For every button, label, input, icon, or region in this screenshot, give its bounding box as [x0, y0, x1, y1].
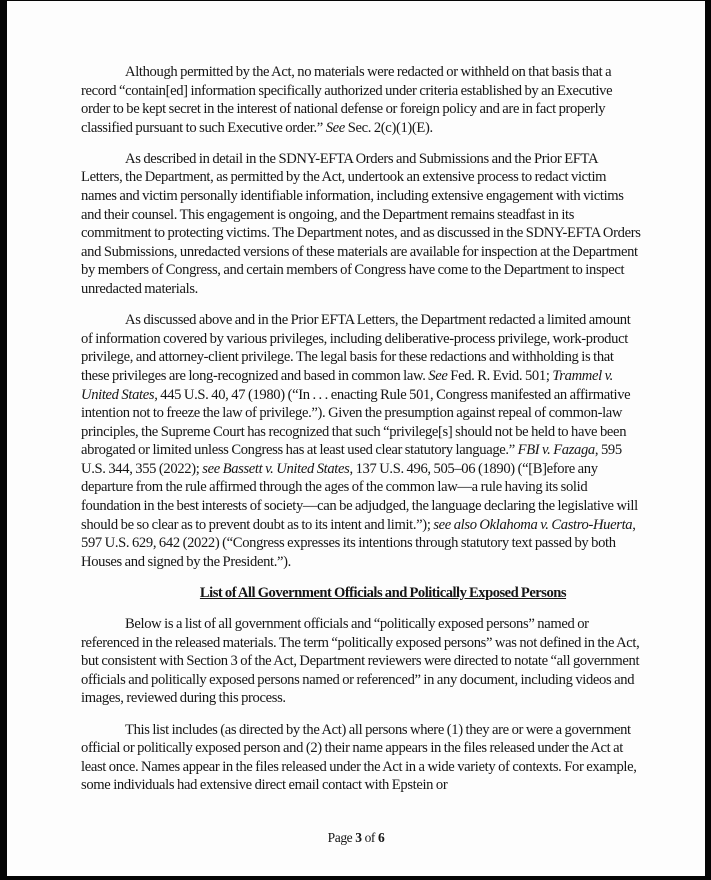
- section-paragraph: [81, 615, 641, 708]
- paragraph-text: Although permitted by the Act, no materials were redacted or withheld on that basis that a record “contain[ed] information specifically authorized under criteria established by an Executive order to be kept secret in the interest of national defense or foreign policy and are in fact properly classified pursuant to such Executive order.”: [81, 64, 613, 136]
- citation-italic: FBI v. Fazaga: [517, 442, 595, 459]
- page-label-prefix: Page: [327, 830, 356, 845]
- paragraph-text: As discussed above and in the Prior EFTA Letters, the Department redacted a limited amount of information covered by various privileges, including deliberative-process privilege, work-product privilege, and attorney-client privilege. The legal basis for these redactions and withholding is that these privileges are long-recognized and based in common law.: [81, 312, 631, 384]
- section-heading: List of All Government Officials and Politically Exposed Persons: [199, 584, 567, 601]
- body-paragraph: [81, 150, 641, 299]
- paragraph-text: This list includes (as directed by the Act) all persons where (1) they are or were a government official or politically exposed person and (2) their name appears in the files released under the Act at least once. Names appear in the files released under the Act in a wide variety of contexts. For example, some individuals had extensive direct email contact with Epstein or: [81, 721, 637, 794]
- page-label-of: of: [361, 830, 379, 845]
- paragraph-text: Sec. 2(c)(1)(E).: [344, 119, 433, 136]
- body-paragraph: [81, 63, 641, 137]
- paragraph-text: , 137 U.S. 496, 505–06 (1890) (“[B]efore any departure from the rule affirmed through the ages of the common law—a rule having its solid foundation in the best interests of society—can be adjudged, the language declaring the legislative will should be so clear as to prevent doubt as to its intent and limit.”);: [81, 460, 638, 533]
- citation-italic: See: [325, 119, 345, 136]
- paragraph-text: , 445 U.S. 40, 47 (1980) (“In . . . enacting Rule 501, Congress manifested an affirmative intention not to freeze the law of privilege.”). Given the presumption against repeal of common-law principles, the Supreme Court has recognized that such “privilege[s] should not be held to have been abrogated or limited unless Congress has at least used clear statutory language.”: [81, 386, 631, 459]
- total-pages-number: 6: [378, 830, 385, 845]
- body-paragraph: [81, 311, 641, 571]
- section-paragraph: [81, 721, 641, 795]
- citation-italic: See: [428, 367, 448, 384]
- current-page-number: 3: [355, 830, 362, 845]
- paragraph-text: Fed. R. Evid. 501;: [447, 367, 553, 384]
- paragraph-text: Below is a list of all government officials and “politically exposed persons” named or referenced in the released materials. The term “politically exposed persons” was not defined in the Act, but consistent with Section 3 of the Act, Department reviewers were directed to notate “all government officials and politically exposed persons named or referenced” in any document, including videos and images, reviewed during this process.: [81, 616, 640, 707]
- citation-italic: Trammel v. United States: [81, 367, 613, 403]
- paragraph-text: As described in detail in the SDNY-EFTA Orders and Submissions and the Prior EFTA Letters, the Department, as permitted by the Act, undertook an extensive process to redact victim names and victim personally identifiable information, including extensive engagement with victims and their counsel. This engagement is ongoing, and the Department remains steadfast in its commitment to protecting victims. The Department notes, and as discussed in the SDNY-EFTA Orders and Submissions, unredacted versions of these materials are available for inspection at the Department by members of Congress, and certain members of Congress have come to the Department to inspect unredacted materials.: [81, 150, 641, 298]
- document-page: [7, 1, 705, 876]
- paragraph-text: , 595 U.S. 344, 355 (2022);: [81, 442, 622, 477]
- document-body: [81, 63, 641, 807]
- page-footer: [7, 830, 705, 846]
- paragraph-text: , 597 U.S. 629, 642 (2022) (“Congress expresses its intentions through statutory text passed by both Houses and signed by the President.”).: [81, 516, 636, 570]
- paragraph-group: [81, 63, 641, 571]
- citation-italic: see also Oklahoma v. Castro-Huerta: [433, 516, 633, 533]
- citation-italic: see Bassett v. United States: [202, 460, 350, 477]
- section-paragraph-group: [81, 615, 641, 795]
